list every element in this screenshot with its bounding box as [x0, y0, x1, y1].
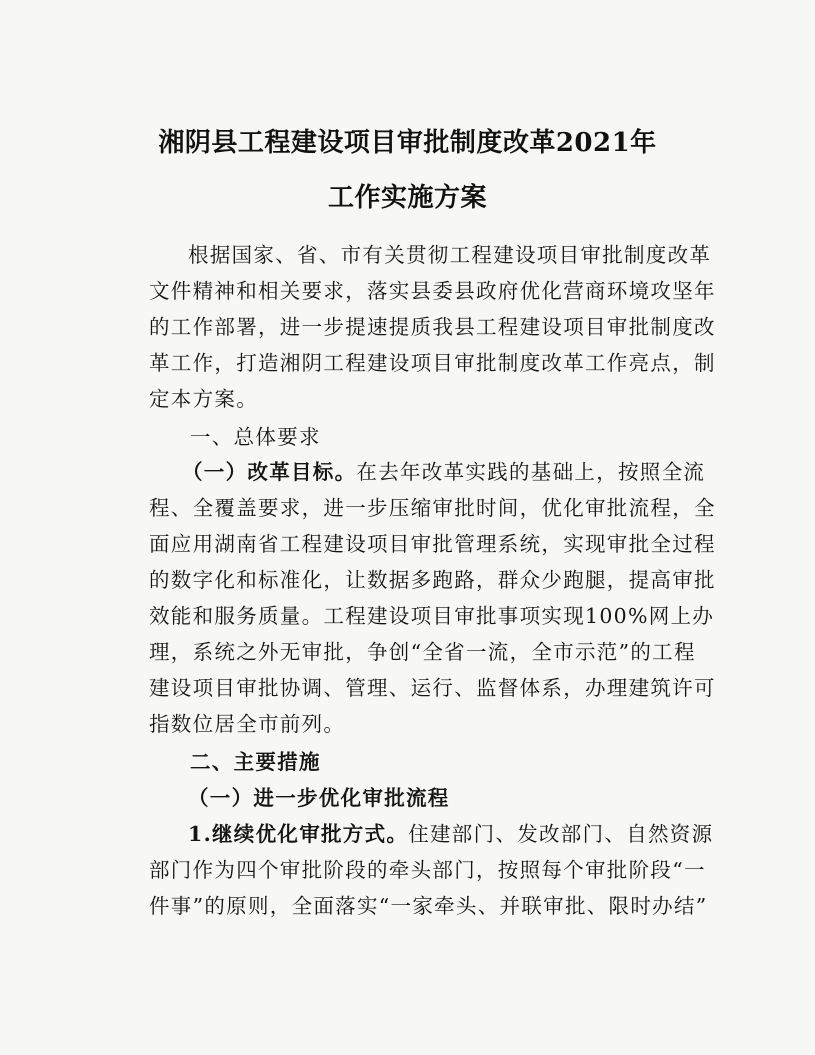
- intro-line-4: 革工作，打造湘阴工程建设项目审批制度改革工作亮点，制: [149, 351, 716, 375]
- intro-line-3: 的工作部署，进一步提速提质我县工程建设项目审批制度改: [149, 315, 716, 339]
- goal-line-8: 指数位居全市前列。: [149, 712, 346, 736]
- item-1-label: 1.继续优化审批方式。: [188, 822, 409, 846]
- document-title-line-1: 湘阴县工程建设项目审批制度改革2021年: [158, 128, 657, 158]
- goal-line-5: 效能和服务质量。工程建设项目审批事项实现100%网上办: [149, 604, 715, 628]
- section-2-heading: 二、主要措施: [190, 750, 321, 774]
- goal-line-2: 程、全覆盖要求，进一步压缩审批时间，优化审批流程，全: [149, 496, 716, 520]
- item-1-first-line: [188, 820, 713, 848]
- intro-line-5: 定本方案。: [149, 387, 258, 411]
- goal-line-6: 理，系统之外无审批，争创“全省一流，全市示范”的工程: [149, 640, 696, 664]
- goal-line-4: 的数字化和标准化，让数据多跑路，群众少跑腿，提高审批: [149, 568, 716, 592]
- intro-line-2: 文件精神和相关要求，落实县委县政府优化营商环境攻坚年: [149, 279, 716, 303]
- goal-text-first: 在去年改革实践的基础上，按照全流: [356, 460, 706, 484]
- item-1-line-3: 件事”的原则，全面落实“一家牵头、并联审批、限时办结”: [149, 894, 708, 918]
- item-1-text-first: 住建部门、发改部门、自然资源: [408, 822, 714, 846]
- goal-label: （一）改革目标。: [182, 460, 357, 484]
- goal-line-3: 面应用湖南省工程建设项目审批管理系统，实现审批全过程: [149, 532, 716, 556]
- item-1-line-2: 部门作为四个审批阶段的牵头部门，按照每个审批阶段“一: [149, 858, 706, 882]
- subsection-1-heading: （一）进一步优化审批流程: [188, 786, 450, 810]
- section-1-heading: 一、总体要求: [190, 425, 321, 449]
- intro-line-1: 根据国家、省、市有关贯彻工程建设项目审批制度改革: [188, 243, 712, 267]
- document-title-line-2: 工作实施方案: [327, 183, 487, 213]
- goal-paragraph-first-line: [182, 458, 705, 486]
- goal-line-7: 建设项目审批协调、管理、运行、监督体系，办理建筑许可: [149, 676, 716, 700]
